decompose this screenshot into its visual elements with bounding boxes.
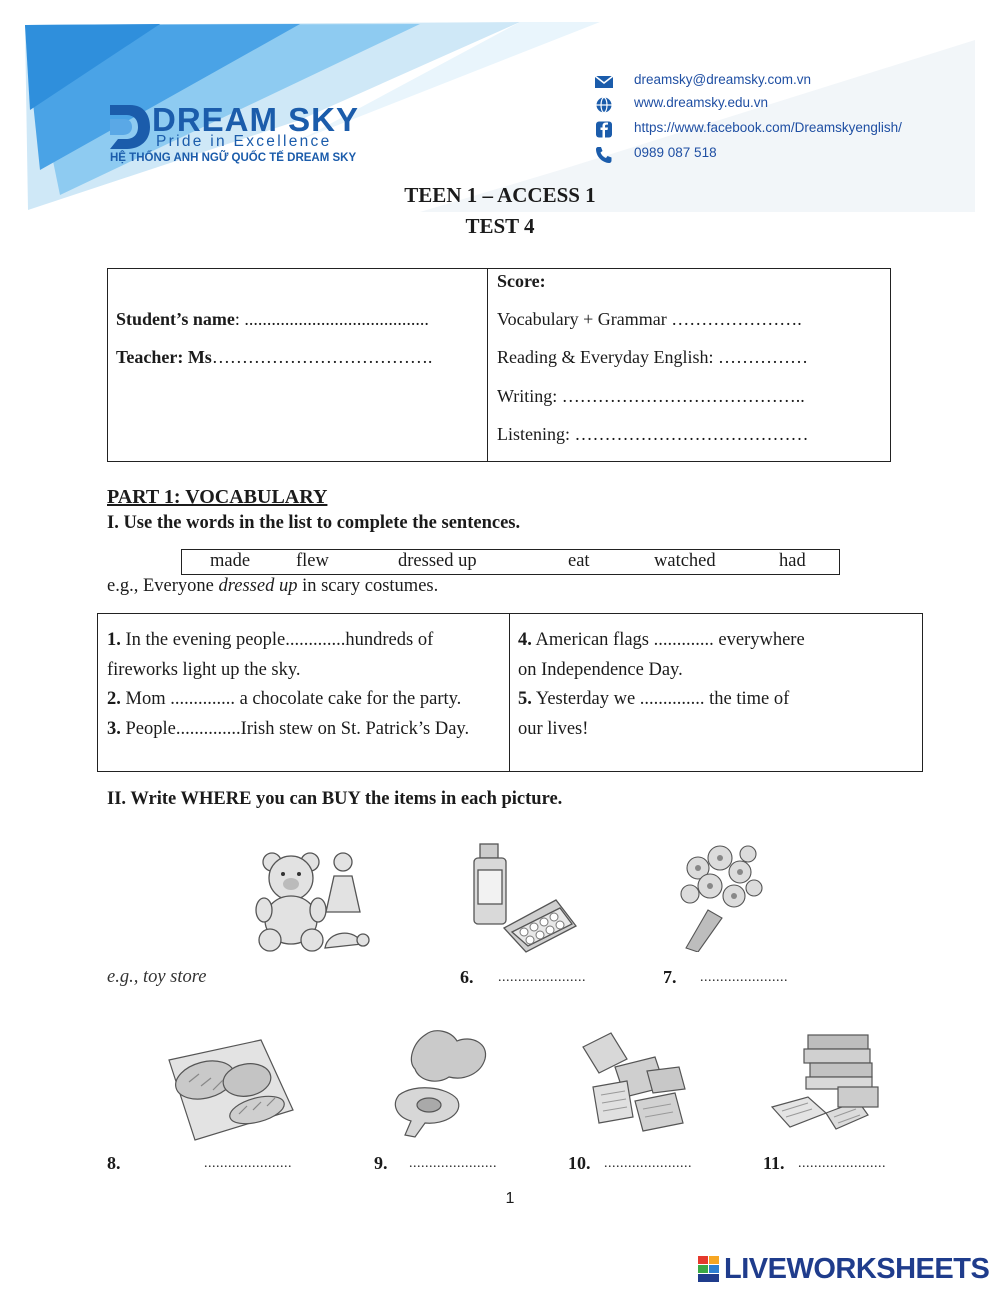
sentence-text: our lives!	[518, 719, 589, 739]
word-flew: flew	[296, 551, 329, 571]
item-9-blank[interactable]: ......................	[409, 1156, 497, 1171]
item-10-blank[interactable]: ......................	[604, 1156, 692, 1171]
sentence-text: on Independence Day.	[518, 660, 683, 680]
teacher-name-field[interactable]	[116, 347, 432, 368]
sentence-5[interactable]	[518, 689, 789, 710]
books-picture	[768, 1027, 883, 1139]
brand-tagline: Pride in Excellence	[156, 133, 332, 150]
medicine-picture	[468, 840, 580, 955]
word-dressed-up: dressed up	[398, 551, 477, 571]
bread-picture	[165, 1030, 295, 1145]
sentence-number: 2.	[107, 689, 121, 709]
example-sentence	[107, 576, 438, 597]
teacher-name-label: Teacher: Ms	[116, 347, 212, 367]
item-7-number: 7.	[663, 967, 677, 987]
sentence-4-continued	[518, 660, 683, 681]
sentence-number: 1.	[107, 630, 121, 650]
item-8-number: 8.	[107, 1153, 121, 1173]
example-suffix: in scary costumes.	[297, 576, 439, 596]
score-reading[interactable]: Reading & Everyday English: ……………	[497, 347, 808, 367]
sentence-text: Yesterday we .............. the time of	[531, 689, 790, 709]
magazines-picture	[575, 1027, 690, 1139]
sentences-box-divider	[509, 613, 510, 772]
example-prefix: e.g., Everyone	[107, 576, 219, 596]
sentence-text: In the evening people.............hundreds of	[120, 630, 434, 650]
brand-name: DREAM SKY	[152, 101, 360, 138]
section1-instruction: I. Use the words in the list to complete the sentences.	[107, 513, 521, 533]
info-box-divider	[487, 268, 488, 462]
contact-email[interactable]: dreamsky@dreamsky.com.vn	[634, 72, 811, 87]
sentence-number: 5.	[518, 689, 532, 709]
item-7-blank[interactable]: ......................	[700, 970, 788, 985]
contact-facebook[interactable]: https://www.facebook.com/Dreamskyenglish/	[634, 120, 902, 135]
flowers-picture	[668, 840, 768, 952]
example-answer: dressed up	[218, 576, 298, 596]
sentence-number: 4.	[518, 630, 532, 650]
phone-icon	[594, 146, 614, 164]
part1-heading: PART 1: VOCABULARY	[107, 486, 328, 508]
liveworksheets-logo-icon	[697, 1254, 721, 1284]
item-11-blank[interactable]: ......................	[798, 1156, 886, 1171]
sentence-text: fireworks light up the sky.	[107, 660, 301, 680]
sentence-text: American flags ............. everywhere	[531, 630, 805, 650]
word-watched: watched	[654, 551, 716, 571]
item-10-number: 10.	[568, 1153, 591, 1173]
toys-picture	[250, 840, 375, 955]
sentence-1-continued	[107, 660, 301, 681]
student-name-blank[interactable]: : .........................................	[234, 309, 429, 329]
item-8-blank[interactable]: ......................	[204, 1156, 292, 1171]
sentence-number: 3.	[107, 719, 121, 739]
test-number: TEST 4	[465, 214, 535, 238]
teacher-name-blank[interactable]: ……………………………….	[211, 347, 433, 367]
facebook-icon	[594, 121, 614, 139]
section2-instruction: II. Write WHERE you can BUY the items in each picture.	[107, 789, 563, 809]
test-title: TEEN 1 – ACCESS 1	[404, 183, 596, 207]
sentence-text: Mom .............. a chocolate cake for the party.	[120, 689, 462, 709]
score-writing[interactable]: Writing: …………………………………..	[497, 386, 805, 406]
score-vocabulary-grammar[interactable]: Vocabulary + Grammar ………………….	[497, 309, 802, 329]
contact-website[interactable]: www.dreamsky.edu.vn	[634, 95, 769, 110]
student-name-field[interactable]	[116, 309, 429, 330]
meat-picture	[385, 1025, 500, 1140]
word-made: made	[210, 551, 251, 571]
brand-system-name: HỆ THỐNG ANH NGỮ QUỐC TẾ DREAM SKY	[110, 152, 357, 164]
score-listening[interactable]: Listening: …………………………………	[497, 424, 809, 444]
liveworksheets-logo-text[interactable]: LIVEWORKSHEETS	[724, 1253, 990, 1285]
page-number: 1	[505, 1190, 515, 1207]
sentence-5-continued	[518, 719, 588, 740]
word-eat: eat	[568, 551, 590, 571]
item-6-blank[interactable]: ......................	[498, 970, 586, 985]
sentence-1[interactable]	[107, 630, 433, 651]
item-9-number: 9.	[374, 1153, 388, 1173]
example-answer-label: e.g., toy store	[107, 967, 207, 987]
dream-sky-logo-icon	[108, 103, 152, 151]
email-icon	[594, 73, 614, 91]
sentence-3[interactable]	[107, 719, 469, 740]
student-name-label: Student’s name	[116, 309, 235, 329]
sentence-2[interactable]	[107, 689, 461, 710]
word-had: had	[779, 551, 806, 571]
globe-icon	[594, 96, 614, 114]
item-11-number: 11.	[763, 1153, 785, 1173]
contact-phone[interactable]: 0989 087 518	[634, 145, 717, 160]
word-list-box	[181, 549, 840, 575]
item-6-number: 6.	[460, 967, 474, 987]
sentence-4[interactable]	[518, 630, 805, 651]
score-label: Score:	[497, 271, 546, 291]
sentence-text: People..............Irish stew on St. Patrick’s Day.	[120, 719, 470, 739]
